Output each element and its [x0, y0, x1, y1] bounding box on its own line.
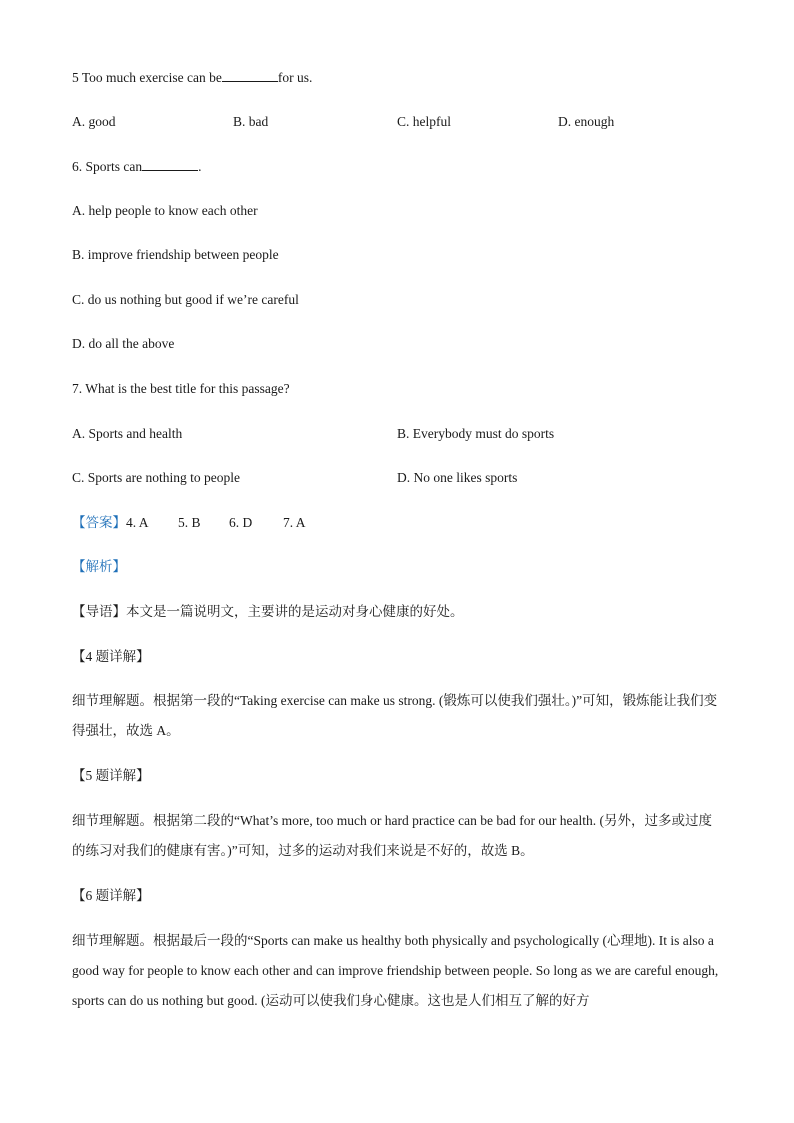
- answer-item: 7. A: [283, 515, 306, 530]
- answer-tag: 【答案】: [72, 515, 126, 530]
- q6-option-a: A. help people to know each other: [72, 203, 258, 218]
- q6-option-b: B. improve friendship between people: [72, 247, 279, 262]
- answer-item: 4. A: [126, 515, 149, 530]
- guide-text: 本文是一篇说明文，主要讲的是运动对身心健康的好处。: [126, 604, 464, 619]
- q5-blank: [222, 68, 278, 82]
- q5-stem-suffix: for us.: [277, 70, 313, 85]
- analysis-tag: 【解析】: [72, 559, 126, 574]
- q5-option-c: C. helpful: [397, 114, 451, 129]
- q4-detail-text: 细节理解题。根据第一段的“Taking exercise can make us strong. (锻炼可以使我们强壮。)”可知，锻炼能让我们变得强壮，故选 A。: [72, 693, 718, 738]
- q6-detail-heading: 【6 题详解】: [72, 888, 150, 903]
- answer-item: 5. B: [178, 515, 201, 530]
- q5-option-a: A. good: [72, 114, 116, 129]
- q6-stem-prefix: 6. Sports can: [72, 159, 143, 174]
- q5-detail-heading: 【5 题详解】: [72, 768, 150, 783]
- q6-stem-suffix: .: [198, 159, 202, 174]
- guide-tag: 【导语】: [72, 604, 126, 619]
- q6-option-d: D. do all the above: [72, 336, 175, 351]
- q7-option-b: B. Everybody must do sports: [397, 426, 555, 441]
- q5-stem: [72, 68, 312, 87]
- answer-item: 6. D: [229, 515, 253, 530]
- q6-stem: [72, 157, 202, 176]
- q7-option-c: C. Sports are nothing to people: [72, 470, 240, 485]
- q4-detail-heading: 【4 题详解】: [72, 649, 150, 664]
- q6-option-c: C. do us nothing but good if we’re careful: [72, 292, 299, 307]
- analysis-heading: [72, 558, 126, 576]
- q5-option-d: D. enough: [558, 114, 615, 129]
- q6-blank: [142, 157, 198, 171]
- answer-line: [72, 514, 306, 532]
- q7-option-d: D. No one likes sports: [397, 470, 518, 485]
- q6-detail-text: 细节理解题。根据最后一段的“Sports can make us healthy both physically and psychologically (心理地). It is also a good way for people to know each other and can improve friendship between people. So long as we are careful enough, sports can do us nothing but good. (运动可以使我们身心健康。这也是人们相互了解的好方: [72, 933, 719, 1008]
- guide-line: [72, 603, 464, 621]
- q7-option-a: A. Sports and health: [72, 426, 183, 441]
- q5-detail-text: 细节理解题。根据第二段的“What’s more, too much or hard practice can be bad for our health. (另外，过多或过度的练习对我们的健康有害。)”可知，过多的运动对我们来说是不好的，故选 B。: [72, 813, 712, 858]
- q7-stem: 7. What is the best title for this passage?: [72, 381, 290, 396]
- q5-stem-prefix: 5 Too much exercise can be: [72, 70, 222, 85]
- q5-option-b: B. bad: [233, 114, 269, 129]
